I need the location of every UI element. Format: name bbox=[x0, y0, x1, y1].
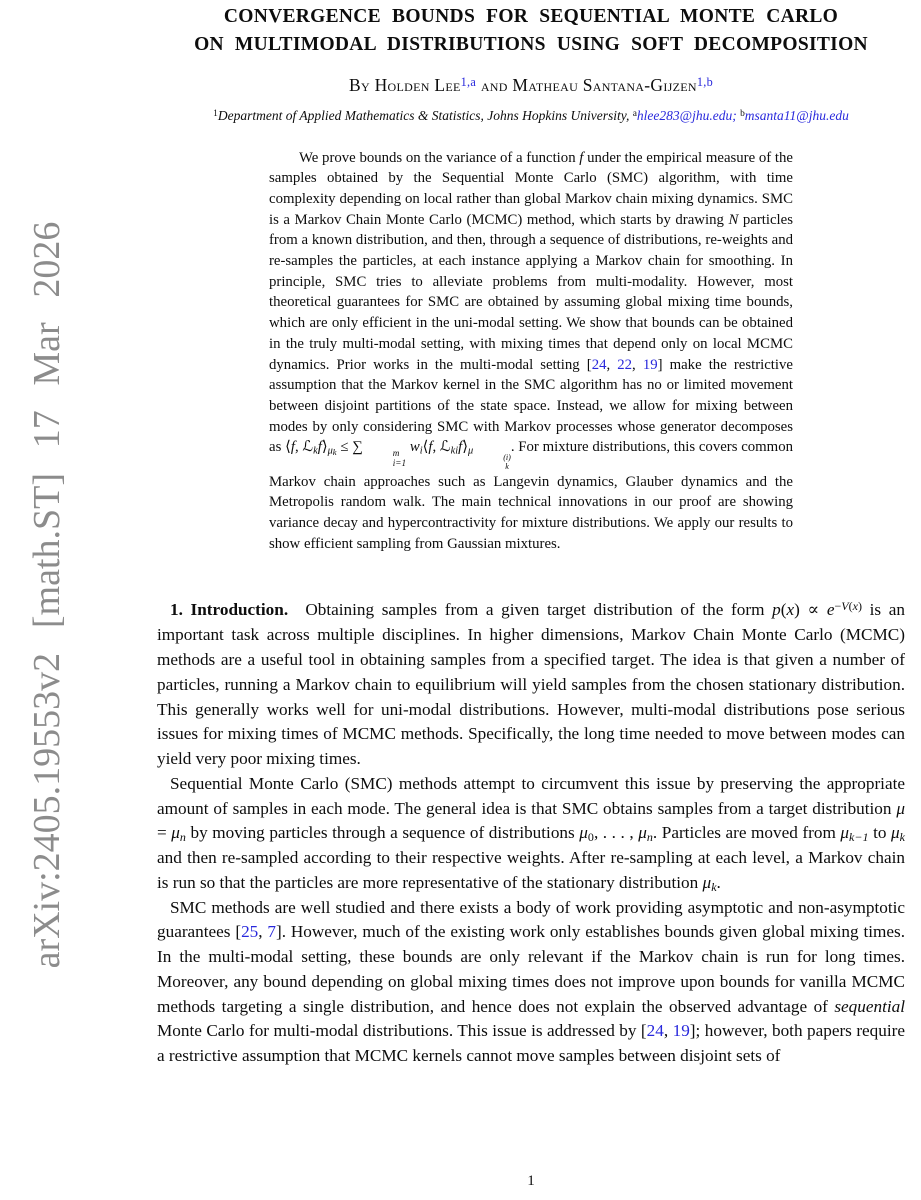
text-run: , . . . , bbox=[593, 823, 639, 843]
text-run: μ bbox=[702, 872, 712, 892]
text-run: ≤ bbox=[336, 439, 353, 456]
text-run: k bbox=[711, 879, 717, 894]
text-run: = bbox=[157, 823, 172, 843]
text-run: μ bbox=[891, 823, 900, 843]
text-run: , bbox=[432, 439, 440, 456]
affiliation-mark: 1 bbox=[213, 108, 218, 119]
abstract-block bbox=[269, 148, 793, 555]
text-run: by moving particles through a sequence of distributions bbox=[185, 823, 580, 843]
citation-link[interactable]: 19 bbox=[642, 356, 658, 373]
text-run: ( bbox=[780, 600, 787, 620]
text-run: k bbox=[313, 445, 318, 457]
text-run: . Particles are moved from bbox=[652, 823, 841, 843]
text-run: ⟩ bbox=[462, 439, 468, 456]
script-L: ℒ bbox=[439, 439, 451, 456]
text-run: k bbox=[332, 447, 337, 458]
text-run: ⟨ bbox=[422, 439, 429, 456]
paper-title bbox=[157, 3, 905, 60]
text-run: and then re-sampled according to their respective weights. After re-sampling at each level, a Markov chain is run so that the particles are more representative of the stationary distribution bbox=[157, 848, 905, 892]
text-run: and Matheau Santana-Gijzen bbox=[476, 74, 697, 95]
title-line-2: ON MULTIMODAL DISTRIBUTIONS USING SOFT DECOMPOSITION bbox=[194, 34, 868, 56]
citation-link[interactable]: 25 bbox=[241, 922, 259, 942]
title-line-1: CONVERGENCE BOUNDS FOR SEQUENTIAL MONTE CARLO bbox=[223, 6, 839, 27]
text-run: f bbox=[290, 439, 295, 456]
author-footnote-mark[interactable]: 1,a bbox=[460, 74, 477, 89]
paper-page bbox=[157, 0, 906, 1189]
affiliation-line bbox=[157, 108, 905, 124]
page-number: 1 bbox=[527, 1173, 535, 1189]
text-run: x bbox=[786, 600, 795, 620]
intro-paragraph-3 bbox=[157, 896, 905, 1069]
author-footnote-mark[interactable]: 1,b bbox=[696, 74, 714, 89]
text-run: ki bbox=[450, 445, 459, 457]
text-run: μ bbox=[327, 445, 333, 457]
text-run: μ bbox=[896, 798, 905, 818]
intro-paragraph-2 bbox=[157, 772, 905, 896]
text-run: , bbox=[606, 356, 618, 373]
introduction-section bbox=[157, 598, 905, 1069]
text-run: n bbox=[179, 830, 186, 845]
text-run: μ bbox=[840, 823, 850, 843]
text-run: x bbox=[852, 599, 858, 614]
mu-sub-sup bbox=[473, 453, 511, 472]
text-run: i bbox=[419, 445, 423, 457]
text-run: ⟩ bbox=[321, 439, 328, 456]
sum-symbol: ∑ bbox=[352, 439, 363, 456]
text-run: ]. However, much of the existing work only establishes bounds given global mixing times. In the multi-modal setting, these bounds are only relevant if the Markov chain is run for long times. Moreover, any bound depending on global mixing times does not improve upon bounds for vanilla MCMC methods targeting a single distribution, and hence does not explain the observed advantage of bbox=[157, 922, 905, 1016]
stack-top: m bbox=[392, 448, 400, 459]
text-run: μ bbox=[467, 445, 474, 457]
text-run: Obtaining samples from a given target distribution of the form bbox=[305, 600, 773, 620]
citation-link[interactable]: 24 bbox=[591, 356, 607, 373]
text-run: , bbox=[632, 356, 643, 373]
citation-link[interactable]: 24 bbox=[646, 1021, 664, 1041]
text-run: ]; however, both papers require a restrictive assumption that MCMC kernels cannot move samples between disjoint sets of bbox=[157, 1021, 905, 1066]
text-run: f bbox=[579, 149, 584, 166]
text-run: SMC methods are well studied and there exists a body of work providing asymptotic and non-asymptotic guarantees [ bbox=[157, 897, 905, 942]
text-run: V bbox=[841, 599, 849, 614]
stack-bottom: i=1 bbox=[392, 458, 407, 469]
arxiv-watermark: arXiv:2405.19553v2 [math.ST] 17 Mar 2026 bbox=[26, 221, 68, 969]
text-run bbox=[288, 600, 305, 619]
script-L: ℒ bbox=[302, 439, 314, 456]
text-run: − bbox=[834, 599, 842, 614]
text-run: ) bbox=[857, 599, 862, 614]
text-run: ] make the restrictive assumption that the Markov kernel in the SMC algorithm has no or limited movement between disjoint partitions of the state space. Instead, we allow for mixing between modes by only considering SMC with Markov processes whose generator decomposes as bbox=[269, 356, 793, 456]
text-run: sequential bbox=[834, 996, 905, 1016]
text-run: μ bbox=[638, 823, 647, 843]
email-link[interactable]: hlee283@jhu.edu; bbox=[636, 107, 737, 123]
text-run: μ bbox=[171, 823, 180, 843]
text-run: p bbox=[772, 600, 781, 620]
text-run: . bbox=[716, 872, 721, 892]
text-run: We prove bounds on the variance of a function bbox=[299, 149, 580, 166]
text-run: f bbox=[317, 439, 322, 456]
email-mark: b bbox=[740, 108, 745, 119]
text-run: e bbox=[826, 600, 835, 620]
text-run: , bbox=[294, 439, 303, 456]
text-run: , bbox=[663, 1021, 673, 1041]
text-run: 0 bbox=[587, 830, 594, 845]
text-run: f bbox=[428, 439, 433, 456]
text-run: μ bbox=[579, 823, 588, 843]
stack-top: (i) bbox=[503, 452, 511, 462]
text-run: , bbox=[258, 922, 268, 942]
text-run: . For mixture distributions, this covers common Markov chain approaches such as Langevin dynamics, Glauber dynamics and the Metropolis random walk. The main technical innovations in our proof are showing variance decay and hypercontractivity for mixture distributions. We apply our results to show efficient sampling from Gaussian mixtures. bbox=[269, 439, 793, 552]
text-run: ⟨ bbox=[285, 439, 291, 456]
text-run: ( bbox=[848, 599, 853, 614]
text-run: Department of Applied Mathematics & Statistics, Johns Hopkins University, bbox=[217, 107, 633, 123]
text-run: k bbox=[899, 830, 905, 845]
email-mark: a bbox=[632, 108, 637, 119]
citation-link[interactable]: 7 bbox=[267, 922, 276, 942]
stack-bottom: k bbox=[505, 462, 509, 472]
sum-limits bbox=[363, 448, 406, 468]
authors-byline bbox=[157, 75, 905, 96]
text-run: to bbox=[868, 823, 892, 843]
text-run: By Holden Lee bbox=[348, 74, 461, 95]
email-link[interactable]: msanta11@jhu.edu bbox=[744, 107, 849, 123]
text-run: particles from a known distribution, and then, through a sequence of distributions, re-weights and re-samples the particles, at each instance applying a Markov chain for smoothing. In principle, SMC tries to alleviate problems from multi-modality. However, most theoretical guarantees for SMC are obtained by assuming global mixing time bounds, which are only efficient in the uni-modal setting. We show that bounds can be obtained in the truly multi-modal setting, with mixing times that depend only on local MCMC dynamics. Prior works in the multi-modal setting [ bbox=[269, 211, 793, 373]
abstract-paragraph bbox=[269, 148, 793, 555]
text-run: N bbox=[728, 211, 739, 228]
text-run: under the empirical measure of the samples obtained by the Sequential Monte Carlo (SMC) algorithm, with time complexity depending on local rather than global Markov chain mixing dynamics. SMC is a Markov Chain Monte Carlo (MCMC) method, which starts by drawing bbox=[269, 149, 793, 228]
text-run: k−1 bbox=[849, 830, 869, 845]
intro-paragraph-1 bbox=[157, 598, 905, 771]
section-heading: 1. Introduction. bbox=[170, 600, 289, 620]
citation-link[interactable]: 22 bbox=[617, 356, 633, 373]
text-run: n bbox=[646, 830, 653, 845]
text-run: f bbox=[458, 439, 463, 456]
citation-link[interactable]: 19 bbox=[672, 1021, 690, 1041]
text-run: Sequential Monte Carlo (SMC) methods attempt to circumvent this issue by preserving the appropriate amount of samples in each mode. The general idea is that SMC obtains samples from a target distribution bbox=[157, 773, 905, 818]
text-run: w bbox=[409, 439, 420, 456]
text-run: ) ∝ bbox=[794, 600, 827, 620]
text-run: is an important task across multiple disciplines. In higher dimensions, Markov Chain Monte Carlo (MCMC) methods are a useful tool in obtaining samples from a specified target. The idea is that given a number of particles, running a Markov chain to equilibrium will yield samples from the chosen stationary distribution. This generally works well for uni-modal distributions. However, multi-modal distributions pose serious issues for mixing times of MCMC methods. Specifically, the long time needed to move between modes can yield very poor mixing times. bbox=[157, 600, 906, 769]
text-run: Monte Carlo for multi-modal distributions. This issue is addressed by [ bbox=[157, 1021, 647, 1041]
